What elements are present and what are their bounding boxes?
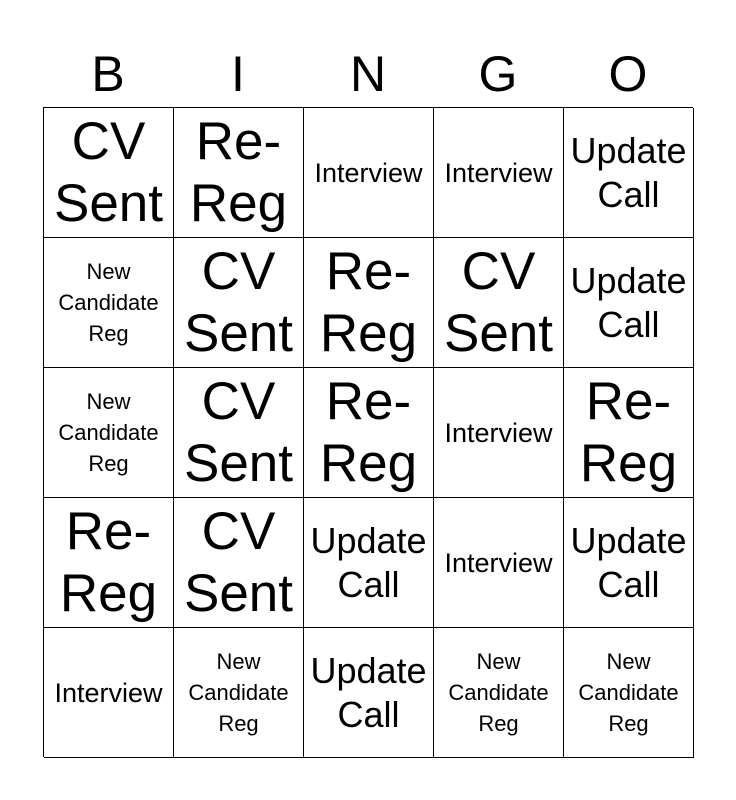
cell-label: Re- Reg (319, 371, 418, 493)
cell-label: Update Call (310, 519, 427, 605)
bingo-cell-r3-c1[interactable] (44, 368, 174, 498)
header-letter-o: O (608, 46, 648, 102)
cell-label: CV Sent (183, 371, 294, 493)
cell-label: Update Call (310, 649, 427, 735)
bingo-cell-r3-c4[interactable] (434, 368, 564, 498)
cell-label: Re- Reg (59, 501, 158, 623)
bingo-header (43, 42, 693, 106)
header-letter-i: I (231, 46, 245, 102)
header-letter-g: G (478, 46, 518, 102)
bingo-board (43, 107, 693, 757)
cell-label: CV Sent (53, 111, 164, 233)
bingo-cell-r4-c5[interactable] (564, 498, 694, 628)
bingo-cell-r4-c2[interactable] (174, 498, 304, 628)
cell-label: CV Sent (443, 241, 554, 363)
bingo-cell-r3-c3[interactable] (304, 368, 434, 498)
bingo-cell-r2-c3[interactable] (304, 238, 434, 368)
cell-label: New Candidate Reg (448, 649, 549, 736)
cell-label: New Candidate Reg (58, 259, 159, 346)
bingo-cell-r5-c3[interactable] (304, 628, 434, 758)
bingo-cell-r1-c4[interactable] (434, 108, 564, 238)
bingo-cell-r5-c2[interactable] (174, 628, 304, 758)
cell-label: New Candidate Reg (578, 649, 679, 736)
bingo-cell-r2-c1[interactable] (44, 238, 174, 368)
cell-label: Update Call (570, 259, 687, 345)
bingo-cell-r5-c5[interactable] (564, 628, 694, 758)
cell-label: Re- Reg (319, 241, 418, 363)
cell-label: Interview (444, 157, 553, 188)
bingo-cell-r2-c5[interactable] (564, 238, 694, 368)
header-letter-b: B (91, 46, 125, 102)
bingo-cell-r5-c4[interactable] (434, 628, 564, 758)
bingo-cell-r1-c5[interactable] (564, 108, 694, 238)
bingo-cell-r3-c2[interactable] (174, 368, 304, 498)
cell-label: Interview (444, 417, 553, 448)
bingo-cell-r1-c3[interactable] (304, 108, 434, 238)
cell-label: Re- Reg (189, 111, 288, 233)
header-letter-n: N (349, 46, 387, 102)
cell-label: Interview (444, 547, 553, 578)
cell-label: Update Call (570, 519, 687, 605)
bingo-cell-r4-c4[interactable] (434, 498, 564, 628)
cell-label: Interview (54, 677, 163, 708)
cell-label: New Candidate Reg (58, 389, 159, 476)
bingo-cell-r2-c2[interactable] (174, 238, 304, 368)
bingo-cell-r3-c5[interactable] (564, 368, 694, 498)
cell-label: CV Sent (183, 501, 294, 623)
cell-label: Update Call (570, 129, 687, 215)
bingo-cell-r4-c3[interactable] (304, 498, 434, 628)
cell-label: CV Sent (183, 241, 294, 363)
bingo-cell-r1-c2[interactable] (174, 108, 304, 238)
bingo-cell-r4-c1[interactable] (44, 498, 174, 628)
cell-label: Re- Reg (579, 371, 678, 493)
cell-label: New Candidate Reg (188, 649, 289, 736)
bingo-cell-r1-c1[interactable] (44, 108, 174, 238)
bingo-cell-r5-c1[interactable] (44, 628, 174, 758)
cell-label: Interview (314, 157, 423, 188)
bingo-cell-r2-c4[interactable] (434, 238, 564, 368)
